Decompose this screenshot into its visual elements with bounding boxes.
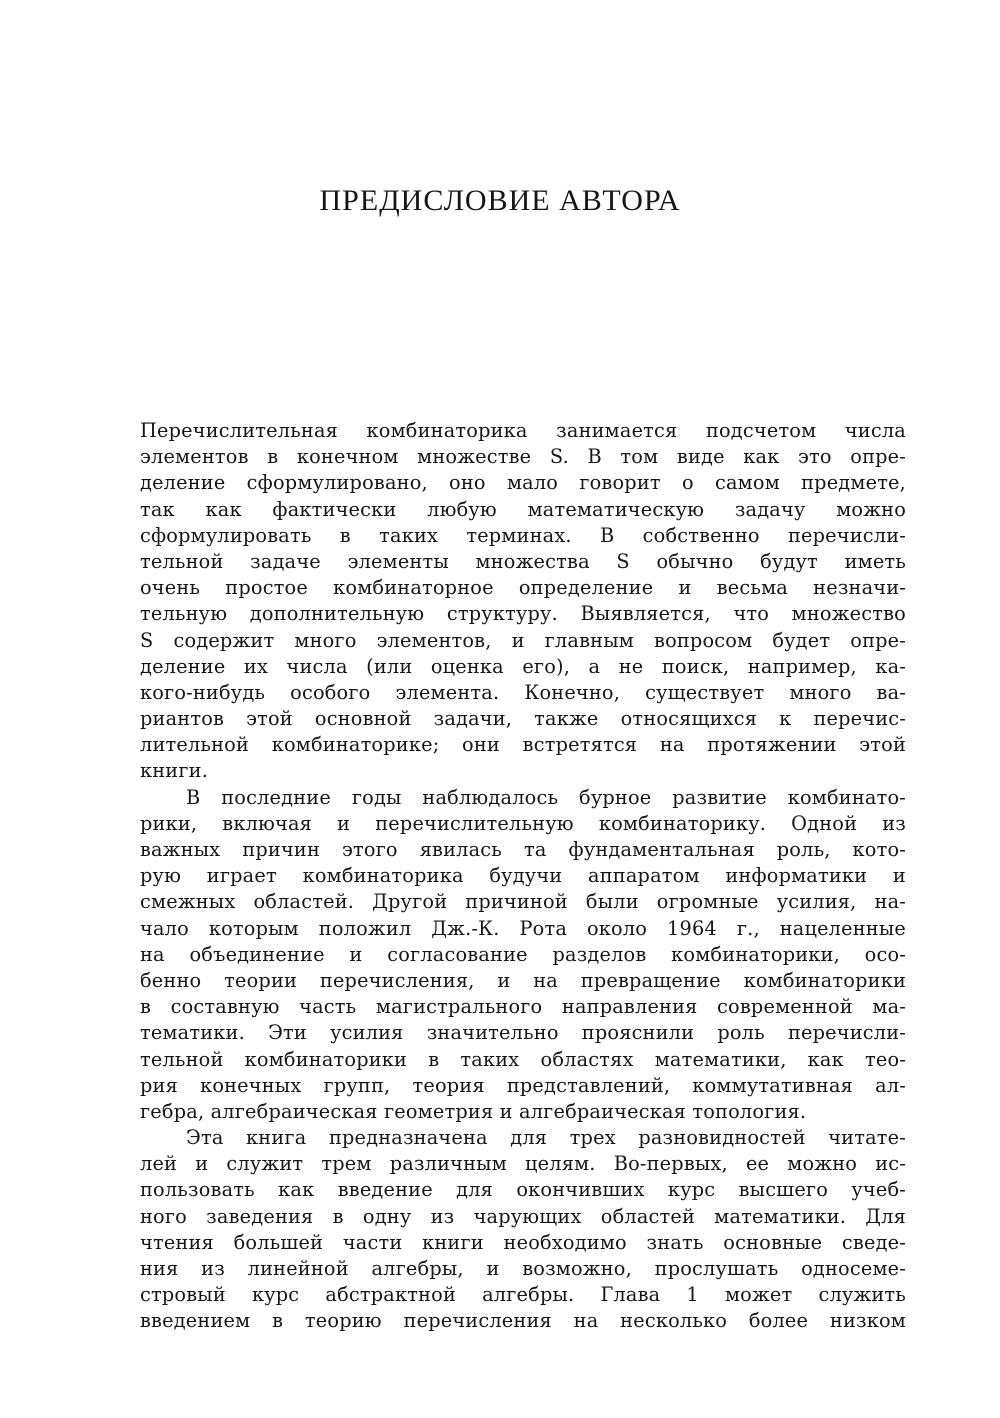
page-title: ПРЕДИСЛОВИЕ АВТОРА: [319, 184, 681, 217]
text-line: лительной комбинаторике; они встретятся на протяжении этой: [140, 733, 906, 757]
text-line: рики, включая и перечислительную комбинаторику. Одной из: [140, 811, 906, 835]
text-line: в составную часть магистрального направления современной ма-: [140, 995, 906, 1019]
text-line: элементов в конечном множестве S. В том виде как это опре-: [140, 445, 906, 469]
text-line: кого-нибудь особого элемента. Конечно, существует много ва-: [140, 680, 906, 704]
text-line: тельной задаче элементы множества S обычно будут иметь: [140, 549, 906, 573]
text-line: Перечислительная комбинаторика занимается подсчетом числа: [140, 419, 906, 442]
text-line: ния из линейной алгебры, и возможно, прослушать односеме-: [140, 1257, 906, 1280]
text-line: так как фактически любую математическую задачу можно: [140, 497, 906, 521]
text-line: гебра, алгебраическая геометрия и алгебраическая топология.: [140, 1099, 807, 1123]
text-line: тельной комбинаторики в таких областях математики, как тео-: [140, 1047, 906, 1071]
text-line: рия конечных групп, теория представлений, коммутативная ал-: [140, 1073, 906, 1097]
text-line: ного заведения в одну из чарующих областей математики. Для: [140, 1204, 906, 1228]
text-line: лей и служит трем различным целям. Во-первых, ее можно ис-: [140, 1152, 906, 1176]
text-line: S содержит много элементов, и главным вопросом будет опре-: [140, 628, 906, 652]
text-line: чало которым положил Дж.-К. Рота около 1964 г., нацеленные: [140, 916, 906, 940]
text-line: смежных областей. Другой причиной были огромные усилия, на-: [140, 890, 906, 914]
text-line: очень простое комбинаторное определение и весьма незначи-: [140, 576, 906, 600]
body-text: [140, 418, 906, 1335]
text-line: введением в теорию перечисления на несколько более низком: [140, 1309, 906, 1333]
text-line: чтения большей части книги необходимо знать основные сведе-: [140, 1230, 906, 1254]
text-line: деление их числа (или оценка его), а не поиск, например, ка-: [140, 654, 906, 678]
text-line: В последние годы наблюдалось бурное развитие комбинато-: [186, 785, 906, 809]
text-line: Эта книга предназначена для трех разновидностей читате-: [186, 1126, 906, 1150]
text-line: важных причин этого явилась та фундаментальная роль, кото-: [140, 838, 906, 861]
text-line: стровый курс абстрактной алгебры. Глава 1 может служить: [140, 1283, 906, 1307]
text-line: деление сформулировано, оно мало говорит о самом предмете,: [140, 471, 906, 495]
text-line: тельную дополнительную структуру. Выявляется, что множество: [140, 602, 906, 626]
text-line: бенно теории перечисления, и на превращение комбинаторики: [140, 968, 906, 992]
text-line: рую играет комбинаторика будучи аппаратом информатики и: [140, 864, 906, 888]
text-line: на объединение и согласование разделов комбинаторики, осо-: [140, 942, 906, 966]
text-line: сформулировать в таких терминах. В собственно перечисли-: [140, 523, 906, 547]
text-line: книги.: [140, 759, 209, 783]
text-line: тематики. Эти усилия значительно прояснили роль перечисли-: [140, 1021, 906, 1045]
text-line: риантов этой основной задачи, также относящихся к перечис-: [140, 707, 906, 731]
text-line: пользовать как введение для окончивших курс высшего учеб-: [140, 1178, 906, 1202]
